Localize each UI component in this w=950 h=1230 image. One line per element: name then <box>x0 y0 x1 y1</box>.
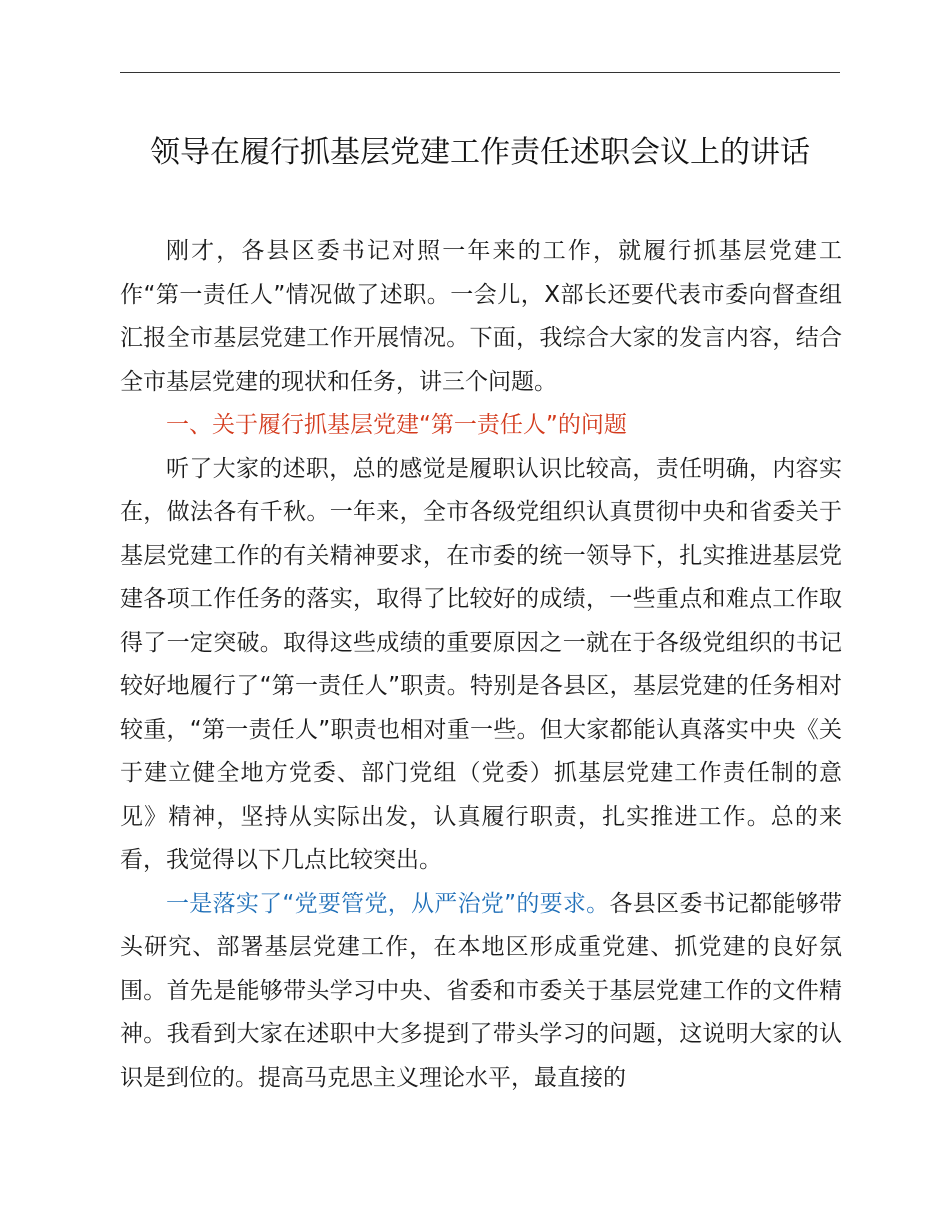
section-heading-1: 一、关于履行抓基层党建“第一责任人”的问题 <box>166 412 627 438</box>
body-paragraph-3 <box>120 883 842 1101</box>
paragraph-3-text: 各县区委书记都能够带头研究、部署基层党建工作，在本地区形成重党建、抓党建的良好氛围。首先是能够带头学习中央、省委和市委关于基层党建工作的文件精神。我看到大家在述职中大多提到了带头学习的问题，这说明大家的认识是到位的。提高马克思主义理论水平，最直接的 <box>120 890 842 1091</box>
body-paragraph-2: 听了大家的述职，总的感觉是履职认识比较高，责任明确，内容实在，做法各有千秋。一年来，全市各级党组织认真贯彻中央和省委关于基层党建工作的有关精神要求，在市委的统一领导下，扎实推进基层党建各项工作任务的落实，取得了比较好的成绩，一些重点和难点工作取得了一定突破。取得这些成绩的重要原因之一就在于各级党组织的书记较好地履行了“第一责任人”职责。特别是各县区，基层党建的任务相对较重，“第一责任人”职责也相对重一些。但大家都能认真落实中央《关于建立健全地方党委、部门党组（党委）抓基层党建工作责任制的意见》精神，坚持从实际出发，认真履行职责，扎实推进工作。总的来看，我觉得以下几点比较突出。 <box>120 455 842 873</box>
header-rule <box>120 72 840 73</box>
document-title: 领导在履行抓基层党建工作责任述职会议上的讲话 <box>150 135 810 170</box>
emphasis-lead: 一是落实了“党要管党，从严治党”的要求。 <box>166 890 610 917</box>
document-body <box>120 230 842 1100</box>
intro-paragraph: 刚才，各县区委书记对照一年来的工作，就履行抓基层党建工作“第一责任人”情况做了述职。一会儿，X部长还要代表市委向督查组汇报全市基层党建工作开展情况。下面，我综合大家的发言内容，结合全市基层党建的现状和任务，讲三个问题。 <box>120 238 842 395</box>
